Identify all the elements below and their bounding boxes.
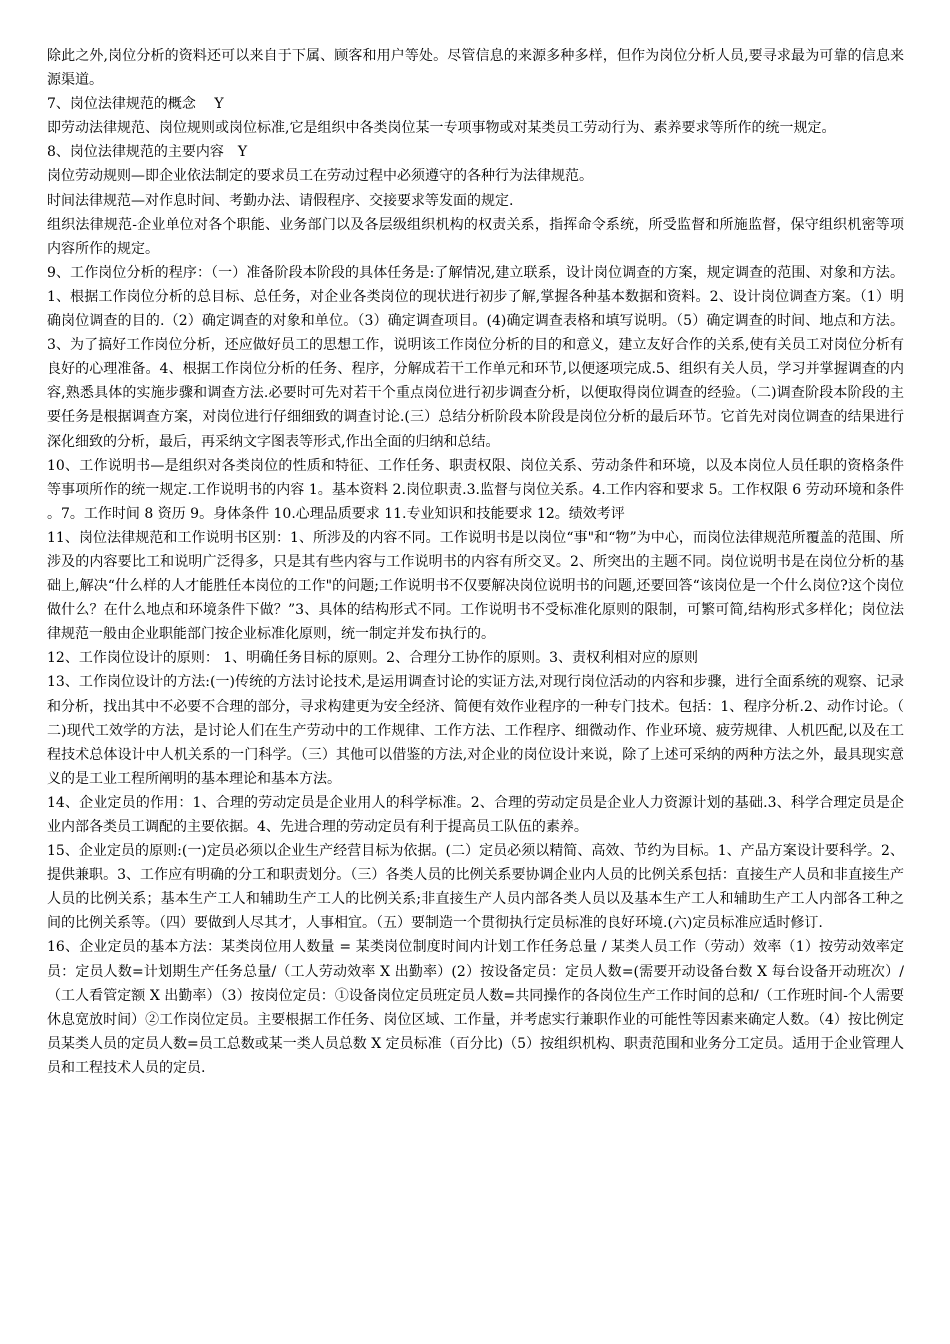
paragraph-9-analysis-procedure: 9、工作岗位分析的程序：（一）准备阶段本阶段的具体任务是:了解情况,建立联系，设计岗位调查的方案，规定调查的范围、对象和方法。1、根据工作岗位分析的总目标、总任务，对企业各类岗位的现状进行初步了解,掌握各种基本数据和资料。2、设计岗位调查方案。（1）明确岗位调查的目的.（2）确定调查的对象和单位。（3）确定调查项目。(4)确定调查表格和填写说明。（5）确定调查的时间、地点和方法。3、为了搞好工作岗位分析，还应做好员工的思想工作，说明该工作岗位分析的目的和意义，建立友好合作的关系,使有关员工对岗位分析有良好的心理准备。4、根据工作岗位分析的任务、程序，分解成若干工作单元和环节,以便逐项完成.5、组织有关人员，学习并掌握调查的内容,熟悉具体的实施步骤和调查方法.必要时可先对若干个重点岗位进行初步调查分析，以便取得岗位调查的经验。（二)调查阶段本阶段的主要任务是根据调查方案，对岗位进行仔细细致的调查讨论.(三）总结分析阶段本阶段是岗位分析的最后环节。它首先对岗位调查的结果进行深化细致的分析，最后，再采纳文字图表等形式,作出全面的归纳和总结。 xyxy=(47,264,904,450)
paragraph-8-organization-rules: 组织法律规范-企业单位对各个职能、业务部门以及各层级组织机构的权责关系，指挥命令系统，所受监督和所施监督，保守组织机密等项内容所作的规定。 xyxy=(47,216,904,257)
heading-7-job-regulation-concept: 7、岗位法律规范的概念 Y xyxy=(47,96,224,113)
paragraph-8-time-rules: 时间法律规范—对作息时间、考勤办法、请假程序、交接要求等发面的规定. xyxy=(47,192,514,209)
paragraph-16-staffing-methods: 16、企业定员的基本方法：某类岗位用人数量 = 某类岗位制度时间内计划工作任务总量 / 某类人员工作（劳动）效率（1）按劳动效率定员：定员人数=计划期生产任务总量/（工人劳动效率 X 出勤率）(2）按设备定员：定员人数=(需要开动设备台数 X 每台设备开动班次）/（工人看管定额 X 出勤率）（3）按岗位定员：①设备岗位定员班定员人数=共同操作的各岗位生产工作时间的总和/（工作班时间-个人需要休息宽放时间）②工作岗位定员。主要根据工作任务、岗位区域、工作量，并考虑实行兼职作业的可能性等因素来确定人数。（4）按比例定员某类人员的定员人数=员工总数或某一类人员总数 X 定员标准（百分比)（5）按组织机构、职责范围和业务分工定员。适用于企业管理人员和工程技术人员的定员. xyxy=(47,939,904,1076)
paragraph-11-differences: 11、岗位法律规范和工作说明书区别：1、所涉及的内容不同。工作说明书是以岗位“事"和“物”为中心，而岗位法律规范所覆盖的范围、所涉及的内容要比工和说明广泛得多，只是其有些内容与工作说明书的内容有所交叉。2、所突出的主题不同。岗位说明书是在岗位分析的基础上,解决“什么样的人才能胜任本岗位的工作"的问题;工作说明书不仅要解决岗位说明书的问题,还要回答“该岗位是一个什么岗位?这个岗位做什么？在什么地点和环境条件下做？”3、具体的结构形式不同。工作说明书不受标准化原则的限制，可繁可简,结构形式多样化；岗位法律规范一般由企业职能部门按企业标准化原则，统一制定并发布执行的。 xyxy=(47,529,904,643)
paragraph-8-labor-rules: 岗位劳动规则—即企业依法制定的要求员工在劳动过程中必须遵守的各种行为法律规范。 xyxy=(47,168,593,185)
paragraph-15-staffing-principles: 15、企业定员的原则:(一)定员必须以企业生产经营目标为依据。(二）定员必须以精简、高效、节约为目标。1、产品方案设计要科学。2、提供兼职。3、工作应有明确的分工和职责划分。（三）各类人员的比例关系要协调企业内人员的比例关系包括：直接生产人员和非直接生产人员的比例关系；基本生产工人和辅助生产工人的比例关系;非直接生产人员内部各类人员以及基本生产工人和辅助生产工人内部各工种之间的比例关系等。（四）要做到人尽其才，人事相宜。（五）要制造一个贯彻执行定员标准的良好环境.(六)定员标准应适时修订. xyxy=(47,843,904,932)
paragraph-10-job-description: 10、工作说明书—是组织对各类岗位的性质和特征、工作任务、职责权限、岗位关系、劳动条件和环境，以及本岗位人员任职的资格条件等事项所作的统一规定.工作说明书的内容 1。基本资料 2.岗位职责.3.监督与岗位关系。4.工作内容和要求 5。工作权限 6 劳动环境和条件。7。工作时间 8 资历 9。身体条件 10.心理品质要求 11.专业知识和技能要求 12。绩效考评 xyxy=(47,457,904,522)
paragraph-7-definition: 即劳动法律规范、岗位规则或岗位标准,它是组织中各类岗位某一专项事物或对某类员工劳动行为、素养要求等所作的统一规定。 xyxy=(47,120,836,137)
paragraph-12-design-principles: 12、工作岗位设计的原则： 1、明确任务目标的原则。2、合理分工协作的原则。3、责权利相对应的原则 xyxy=(47,650,698,667)
heading-8-main-content: 8、岗位法律规范的主要内容 Y xyxy=(47,144,248,161)
paragraph-source-info: 除此之外,岗位分析的资料还可以来自于下属、顾客和用户等处。尽管信息的来源多种多样，但作为岗位分析人员,要寻求最为可靠的信息来源渠道。 xyxy=(47,48,904,89)
paragraph-14-staffing-role: 14、企业定员的作用：1、合理的劳动定员是企业用人的科学标准。2、合理的劳动定员是企业人力资源计划的基础.3、科学合理定员是企业内部各类员工调配的主要依据。4、先进合理的劳动定员有利于提高员工队伍的素养。 xyxy=(47,794,904,835)
paragraph-13-design-methods: 13、工作岗位设计的方法:(一)传统的方法讨论技术,是运用调查讨论的实证方法,对现行岗位活动的内容和步骤，进行全面系统的观察、记录和分析，找出其中不必要不合理的部分，寻求构建更为安全经济、简便有效作业程序的一种专门技术。包括：1、程序分析.2、动作讨论。（二)现代工效学的方法，是讨论人们在生产劳动中的工作规律、工作方法、工作程序、细微动作、作业环境、疲劳规律、人机匹配,以及在工程技术总体设计中人机关系的一门科学。（三）其他可以借鉴的方法,对企业的岗位设计来说，除了上述可采纳的两种方法之外，最具现实意义的是工业工程所阐明的基本理论和基本方法。 xyxy=(47,674,904,787)
